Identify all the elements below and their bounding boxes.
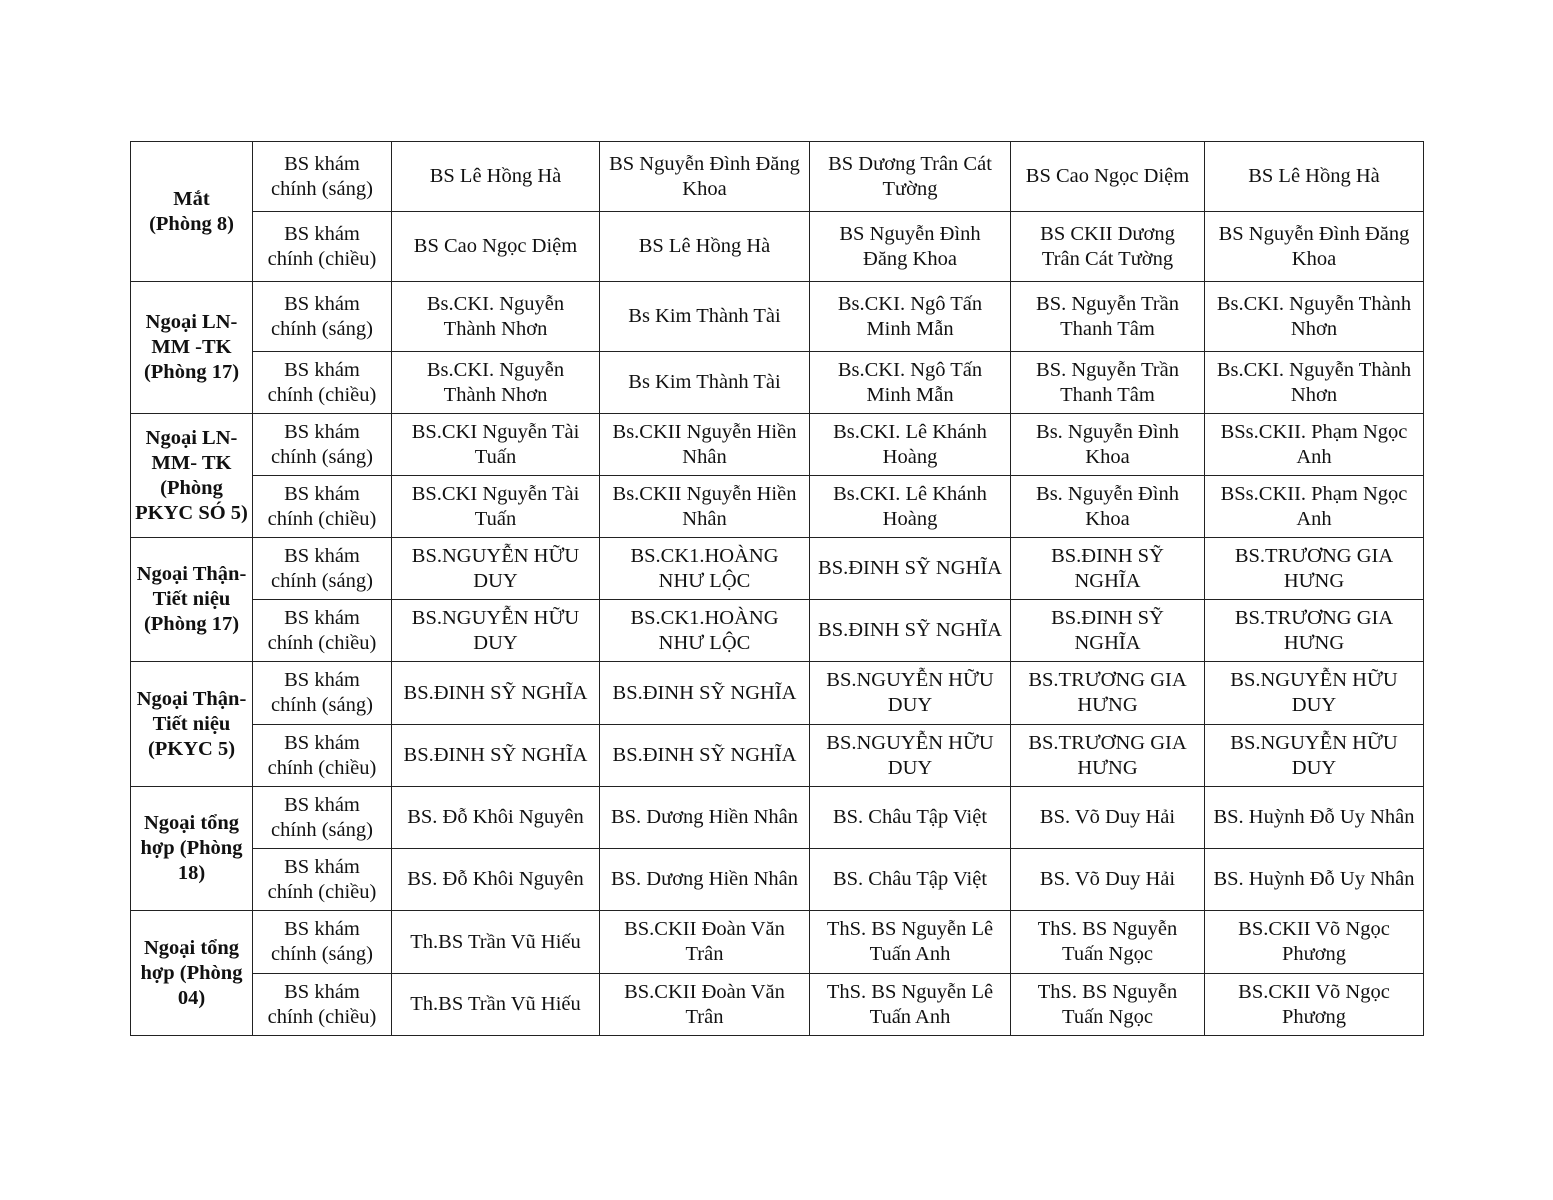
doctor-cell: BS.CK1.HOÀNG NHƯ LỘC bbox=[600, 600, 810, 662]
doctor-cell: BS Lê Hồng Hà bbox=[1205, 142, 1424, 212]
doctor-cell: ThS. BS Nguyễn Tuấn Ngọc bbox=[1011, 974, 1205, 1036]
doctor-cell: BS Nguyễn Đình Đăng Khoa bbox=[1205, 212, 1424, 282]
doctor-cell: BS. Châu Tập Việt bbox=[810, 787, 1011, 849]
doctor-cell: BS. Võ Duy Hải bbox=[1011, 787, 1205, 849]
doctor-cell: BS.TRƯƠNG GIA HƯNG bbox=[1205, 600, 1424, 662]
table-row bbox=[131, 212, 1424, 282]
shift-cell: BS khám chính (sáng) bbox=[253, 911, 392, 974]
doctor-cell: BS. Nguyễn Trần Thanh Tâm bbox=[1011, 352, 1205, 414]
doctor-cell: BS Nguyễn Đình Đăng Khoa bbox=[810, 212, 1011, 282]
table-row bbox=[131, 142, 1424, 212]
doctor-cell: BS.TRƯƠNG GIA HƯNG bbox=[1205, 538, 1424, 600]
doctor-cell: Bs Kim Thành Tài bbox=[600, 352, 810, 414]
shift-cell: BS khám chính (chiều) bbox=[253, 212, 392, 282]
doctor-cell: BS. Đỗ Khôi Nguyên bbox=[392, 787, 600, 849]
doctor-cell: BS. Võ Duy Hải bbox=[1011, 849, 1205, 911]
shift-cell: BS khám chính (chiều) bbox=[253, 725, 392, 787]
doctor-cell: BS Lê Hồng Hà bbox=[600, 212, 810, 282]
table-row bbox=[131, 600, 1424, 662]
doctor-cell: BS Lê Hồng Hà bbox=[392, 142, 600, 212]
table-row bbox=[131, 662, 1424, 725]
shift-cell: BS khám chính (sáng) bbox=[253, 787, 392, 849]
doctor-cell: BS.NGUYỄN HỮU DUY bbox=[1205, 662, 1424, 725]
doctor-cell: Bs.CKI. Lê Khánh Hoàng bbox=[810, 414, 1011, 476]
table-row bbox=[131, 849, 1424, 911]
doctor-cell: BS.ĐINH SỸ NGHĨA bbox=[810, 538, 1011, 600]
table-row bbox=[131, 476, 1424, 538]
doctor-cell: BS.ĐINH SỸ NGHĨA bbox=[1011, 600, 1205, 662]
doctor-cell: BS.CKII Võ Ngọc Phương bbox=[1205, 911, 1424, 974]
department-label: Ngoại LN-MM- TK (Phòng PKYC SÓ 5) bbox=[135, 426, 248, 524]
doctor-cell: BS CKII Dương Trân Cát Tường bbox=[1011, 212, 1205, 282]
schedule-body bbox=[131, 142, 1424, 1036]
department-label: Ngoại Thận-Tiết niệu (PKYC 5) bbox=[136, 687, 247, 760]
doctor-cell: BS. Châu Tập Việt bbox=[810, 849, 1011, 911]
doctor-cell: BS. Đỗ Khôi Nguyên bbox=[392, 849, 600, 911]
shift-cell: BS khám chính (chiều) bbox=[253, 974, 392, 1036]
department-cell bbox=[131, 911, 253, 1036]
doctor-cell: BS.CKI Nguyễn Tài Tuấn bbox=[392, 414, 600, 476]
shift-cell: BS khám chính (sáng) bbox=[253, 414, 392, 476]
department-cell bbox=[131, 282, 253, 414]
doctor-cell: BS. Dương Hiền Nhân bbox=[600, 787, 810, 849]
doctor-cell: BS. Huỳnh Đỗ Uy Nhân bbox=[1205, 787, 1424, 849]
department-cell bbox=[131, 142, 253, 282]
doctor-cell: ThS. BS Nguyễn Lê Tuấn Anh bbox=[810, 974, 1011, 1036]
department-cell bbox=[131, 662, 253, 787]
table-row bbox=[131, 911, 1424, 974]
doctor-cell: ThS. BS Nguyễn Lê Tuấn Anh bbox=[810, 911, 1011, 974]
department-label: Mắt bbox=[173, 187, 210, 210]
department-label: Ngoại tổng hợp (Phòng 04) bbox=[140, 936, 243, 1009]
doctor-cell: BS.ĐINH SỸ NGHĨA bbox=[392, 725, 600, 787]
doctor-cell: Bs. Nguyễn Đình Khoa bbox=[1011, 476, 1205, 538]
doctor-cell: Bs.CKI. Nguyễn Thành Nhơn bbox=[392, 282, 600, 352]
doctor-cell: BSs.CKII. Phạm Ngọc Anh bbox=[1205, 476, 1424, 538]
table-row bbox=[131, 787, 1424, 849]
shift-cell: BS khám chính (sáng) bbox=[253, 142, 392, 212]
shift-cell: BS khám chính (chiều) bbox=[253, 600, 392, 662]
department-cell bbox=[131, 787, 253, 911]
doctor-cell: BS. Dương Hiền Nhân bbox=[600, 849, 810, 911]
doctor-cell: BS.CKII Đoàn Văn Trân bbox=[600, 974, 810, 1036]
department-cell bbox=[131, 414, 253, 538]
shift-cell: BS khám chính (chiều) bbox=[253, 352, 392, 414]
department-label: Ngoại LN-MM -TK (Phòng 17) bbox=[143, 311, 240, 383]
doctor-cell: Bs.CKI. Lê Khánh Hoàng bbox=[810, 476, 1011, 538]
table-row bbox=[131, 725, 1424, 787]
doctor-cell: Bs.CKI. Nguyễn Thành Nhơn bbox=[1205, 352, 1424, 414]
doctor-cell: Th.BS Trần Vũ Hiếu bbox=[392, 974, 600, 1036]
shift-cell: BS khám chính (chiều) bbox=[253, 849, 392, 911]
doctor-cell: BS.TRƯƠNG GIA HƯNG bbox=[1011, 662, 1205, 725]
doctor-cell: Bs.CKI. Ngô Tấn Minh Mẫn bbox=[810, 352, 1011, 414]
table-row bbox=[131, 282, 1424, 352]
doctor-cell: BS.CKII Đoàn Văn Trân bbox=[600, 911, 810, 974]
doctor-cell: Th.BS Trần Vũ Hiếu bbox=[392, 911, 600, 974]
doctor-cell: BS Cao Ngọc Diệm bbox=[1011, 142, 1205, 212]
doctor-cell: BS.ĐINH SỸ NGHĨA bbox=[600, 725, 810, 787]
shift-cell: BS khám chính (sáng) bbox=[253, 538, 392, 600]
department-cell bbox=[131, 538, 253, 662]
department-label: (Phòng 8) bbox=[149, 212, 234, 235]
doctor-cell: BS.ĐINH SỸ NGHĨA bbox=[1011, 538, 1205, 600]
doctor-cell: Bs. Nguyễn Đình Khoa bbox=[1011, 414, 1205, 476]
doctor-cell: Bs.CKII Nguyễn Hiền Nhân bbox=[600, 414, 810, 476]
doctor-cell: BS.NGUYỄN HỮU DUY bbox=[1205, 725, 1424, 787]
doctor-cell: BS.TRƯƠNG GIA HƯNG bbox=[1011, 725, 1205, 787]
doctor-cell: Bs.CKI. Nguyễn Thành Nhơn bbox=[1205, 282, 1424, 352]
doctor-cell: BS Cao Ngọc Diệm bbox=[392, 212, 600, 282]
doctor-cell: Bs Kim Thành Tài bbox=[600, 282, 810, 352]
department-label: Ngoại Thận-Tiết niệu (Phòng 17) bbox=[136, 563, 247, 635]
doctor-cell: BS Nguyễn Đình Đăng Khoa bbox=[600, 142, 810, 212]
department-label: Ngoại tổng hợp (Phòng 18) bbox=[140, 812, 243, 884]
doctor-schedule-table bbox=[130, 141, 1424, 1036]
doctor-cell: BS.NGUYỄN HỮU DUY bbox=[392, 600, 600, 662]
doctor-cell: ThS. BS Nguyễn Tuấn Ngọc bbox=[1011, 911, 1205, 974]
doctor-cell: BS.CK1.HOÀNG NHƯ LỘC bbox=[600, 538, 810, 600]
doctor-cell: BS.NGUYỄN HỮU DUY bbox=[810, 725, 1011, 787]
doctor-cell: BS.ĐINH SỸ NGHĨA bbox=[392, 662, 600, 725]
doctor-cell: BS. Huỳnh Đỗ Uy Nhân bbox=[1205, 849, 1424, 911]
doctor-cell: BS.ĐINH SỸ NGHĨA bbox=[600, 662, 810, 725]
table-row bbox=[131, 974, 1424, 1036]
doctor-cell: Bs.CKI. Nguyễn Thành Nhơn bbox=[392, 352, 600, 414]
doctor-cell: BS.NGUYỄN HỮU DUY bbox=[810, 662, 1011, 725]
shift-cell: BS khám chính (sáng) bbox=[253, 282, 392, 352]
doctor-cell: Bs.CKI. Ngô Tấn Minh Mẫn bbox=[810, 282, 1011, 352]
doctor-cell: BS.CKI Nguyễn Tài Tuấn bbox=[392, 476, 600, 538]
doctor-cell: Bs.CKII Nguyễn Hiền Nhân bbox=[600, 476, 810, 538]
doctor-cell: BS.ĐINH SỸ NGHĨA bbox=[810, 600, 1011, 662]
doctor-cell: BS Dương Trân Cát Tường bbox=[810, 142, 1011, 212]
doctor-cell: BS.NGUYỄN HỮU DUY bbox=[392, 538, 600, 600]
shift-cell: BS khám chính (chiều) bbox=[253, 476, 392, 538]
doctor-cell: BSs.CKII. Phạm Ngọc Anh bbox=[1205, 414, 1424, 476]
table-row bbox=[131, 538, 1424, 600]
table-row bbox=[131, 352, 1424, 414]
doctor-cell: BS.CKII Võ Ngọc Phương bbox=[1205, 974, 1424, 1036]
doctor-cell: BS. Nguyễn Trần Thanh Tâm bbox=[1011, 282, 1205, 352]
table-row bbox=[131, 414, 1424, 476]
shift-cell: BS khám chính (sáng) bbox=[253, 662, 392, 725]
